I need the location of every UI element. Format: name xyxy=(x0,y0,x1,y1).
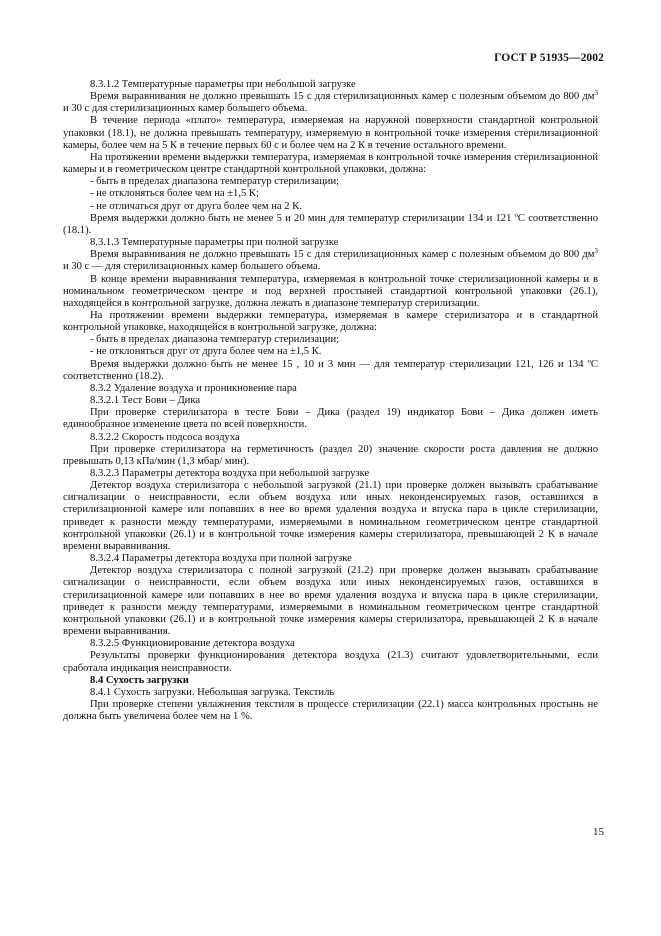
paragraph: Результаты проверки функционирования детектора воздуха (21.3) считают удовлетворительными, если сработала индикация неисправности. xyxy=(63,650,598,674)
paragraph: 8.3.2.4 Параметры детектора воздуха при полной загрузке xyxy=(90,553,352,565)
paragraph: - не отклоняться друг от друга более чем на ±1,5 К. xyxy=(90,346,322,358)
paragraph: - быть в пределах диапазона температур стерилизации; xyxy=(90,334,340,346)
paragraph: 8.3.1.3 Температурные параметры при полной загрузке xyxy=(90,237,339,249)
paragraph: Время выдержки должно быть не менее 5 и 20 мин для температур стерилизации 134 и 121 ºС соответственно (18.1). xyxy=(63,212,598,236)
paragraph: Время выравнивания не должно превышать 15 с для стерилизационных камер с полезным объемом до 800 $дм^3$ и 30 с для стерилизационных камер большего объема. xyxy=(63,89,598,115)
paragraph: Детектор воздуха стерилизатора с полной загрузкой (21.2) при проверке должен вызывать срабатывание сигнализации о неисправности, если объем воздуха или иных неконденсируемых газов, оставшихся в стерилизационной камере или попавших в нее во время удаления воздуха и впуска пара в цикле стерилизации, приведет к разности между температурами, измеряемыми в номинальном геометрическом центре стандартной контрольной упаковки (26.1) и в контрольной точке измерения камеры стерилизатора, превышающей 2 К в начале времени выравнивания. xyxy=(63,565,598,638)
page-header: ГОСТ Р 51935—2002 xyxy=(494,52,604,64)
paragraph: 8.3.2.5 Функционирование детектора воздуха xyxy=(90,638,295,650)
paragraph: Детектор воздуха стерилизатора с небольшой загрузкой (21.1) при проверке должен вызывать срабатывание сигнализации о неисправности, если объем воздуха или иных неконденсируемых газов, оставшихся в стерилизационной камере или попавших в нее во время удаления воздуха и впуска пара в цикле стерилизации, приведет к разности между температурами, измеряемыми в номинальном геометрическом центре стандартной контрольной упаковки (26.1) и в контрольной точке измерения камеры стерилизатора, превышающей 2 К в начале времени выравнивания. xyxy=(63,480,598,552)
paragraph: - не отклоняться более чем на ±1,5 К; xyxy=(90,188,259,200)
paragraph: При проверке стерилизатора в тесте Бови – Дика (раздел 19) индикатор Бови – Дика должен иметь единообразное изменение цвета по всей поверхности. xyxy=(63,407,598,431)
page-number: 15 xyxy=(593,826,604,838)
paragraph: 8.4 Сухость загрузки xyxy=(90,674,189,686)
paragraph: 8.3.2 Удаление воздуха и проникновение пара xyxy=(90,382,297,394)
paragraph: - не отличаться друг от друга более чем на 2 К. xyxy=(90,200,302,212)
paragraph: 8.3.2.2 Скорость подсоса воздуха xyxy=(90,431,240,443)
paragraph: На протяжении времени выдержки температура, измеряемая в контрольной точке измерения стерилизационной камеры и в геометрическом центре стандартной контрольной упаковки, должна: xyxy=(63,151,598,176)
paragraph: При проверке степени увлажнения текстиля в процессе стерилизации (22.1) масса контрольных простынь не должна быть увеличена более чем на 1 %. xyxy=(63,698,598,723)
paragraph: - быть в пределах диапазона температур стерилизации; xyxy=(90,176,340,188)
paragraph: При проверке стерилизатора на герметичность (раздел 20) значение скорости роста давления не должно превышать 0,13 кПа/мин (1,3 мбар/ мин). xyxy=(63,443,598,467)
document-body xyxy=(63,79,598,723)
paragraph: Время выдержки должно быть не менее 15 , 10 и 3 мин — для температур стерилизации 121, 126 и 134 ºС соответственно (18.2). xyxy=(63,358,598,382)
paragraph: Время выравнивания не должно превышать 15 с для стерилизационных камер с полезным объемом до 800 $дм^3$ и 30 с — для стерилизационных камер большего объема. xyxy=(63,247,598,273)
paragraph: 8.3.2.3 Параметры детектора воздуха при небольшой загрузке xyxy=(90,468,370,479)
paragraph: 8.3.2.1 Тест Бови – Дика xyxy=(90,395,201,407)
paragraph: В течение периода «плато» температура, измеряемая на наружной поверхности стандартной контрольной упаковки (18.1), не должна превышать температуру, измеряемую в контрольной точке измерения стерилизационной камеры, более чем на 5 К в течение первых 60 с и более чем на 2 К в течение остального времени. xyxy=(63,115,598,151)
paragraph: 8.4.1 Сухость загрузки. Небольшая загрузка. Текстиль xyxy=(90,686,335,698)
paragraph: На протяжении времени выдержки температура, измеряемая в камере стерилизатора и в стандартной контрольной упаковке, находящейся в контрольной загрузке, должна: xyxy=(63,309,598,334)
paragraph: 8.3.1.2 Температурные параметры при небольшой загрузке xyxy=(90,79,356,90)
paragraph: В конце времени выравнивания температура, измеряемая в контрольной точке стерилизационной камеры и в номинальном геометрическом центре и под верхней простыней стандартной контрольной упаковки (26.1), находящейся в контрольной загрузке, должна лежать в диапазоне температур стерилизации. xyxy=(63,273,598,309)
